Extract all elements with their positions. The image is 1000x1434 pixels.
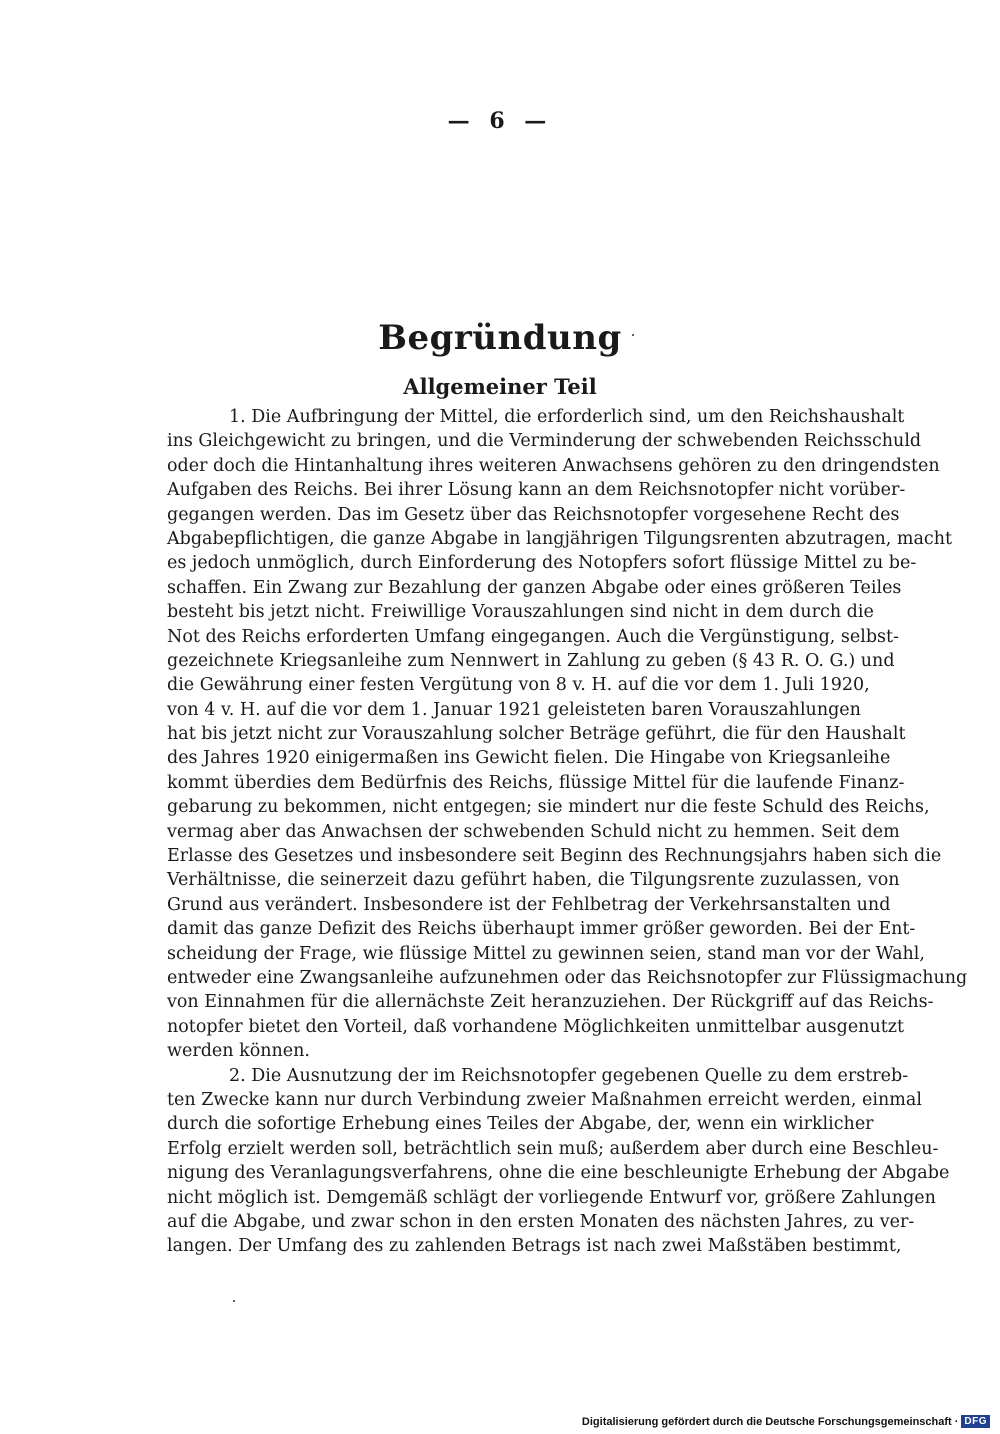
text-line: gebarung zu bekommen, nicht entgegen; sie mindert nur die feste Schuld des Reichs, — [167, 797, 930, 818]
text-line: Verhältnisse, die seinerzeit dazu geführt haben, die Tilgungsrente zuzulassen, von — [167, 870, 900, 891]
text-line: Abgabepflichtigen, die ganze Abgabe in langjährigen Tilgungsrenten abzutragen, macht — [167, 528, 952, 549]
text-line: gezeichnete Kriegsanleihe zum Nennwert in Zahlung zu geben (§ 43 R. O. G.) und — [167, 650, 895, 671]
text-line: nicht möglich ist. Demgemäß schlägt der vorliegende Entwurf vor, größere Zahlungen — [167, 1187, 936, 1208]
text-line: schaffen. Ein Zwang zur Bezahlung der ganzen Abgabe oder eines größeren Teiles — [167, 577, 902, 598]
text-line: kommt überdies dem Bedürfnis des Reichs, flüssige Mittel für die laufende Finanz- — [167, 772, 905, 793]
text-line: Erlasse des Gesetzes und insbesondere seit Beginn des Rechnungsjahrs haben sich die — [167, 846, 942, 867]
text-line: scheidung der Frage, wie flüssige Mittel zu gewinnen seien, stand man vor der Wahl, — [167, 943, 925, 964]
page-number: — 6 — — [447, 108, 553, 134]
text-line: notopfer bietet den Vorteil, daß vorhandene Möglichkeiten unmittelbar ausgenutzt — [167, 1016, 904, 1037]
text-line: ins Gleichgewicht zu bringen, und die Verminderung der schwebenden Reichsschuld — [167, 431, 922, 452]
text-line: die Gewährung einer festen Vergütung von 8 v. H. auf die vor dem 1. Juli 1920, — [167, 675, 870, 696]
text-line: ten Zwecke kann nur durch Verbindung zweier Maßnahmen erreicht werden, einmal — [167, 1089, 922, 1110]
text-line: Aufgaben des Reichs. Bei ihrer Lösung kann an dem Reichsnotopfer nicht vorüber- — [167, 480, 906, 501]
text-line: 2. Die Ausnutzung der im Reichsnotopfer gegebenen Quelle zu dem erstreb- — [229, 1065, 909, 1086]
footer-text: Digitalisierung gefördert durch die Deutsche Forschungsgemeinschaft — [581, 1415, 952, 1428]
text-line: vermag aber das Anwachsen der schwebenden Schuld nicht zu hemmen. Seit dem — [167, 821, 900, 842]
digitization-footer — [582, 1415, 990, 1428]
scan-speck — [632, 334, 634, 336]
text-line: langen. Der Umfang des zu zahlenden Betrags ist nach zwei Maßstäben bestimmt, — [167, 1236, 902, 1257]
dfg-logo: DFG — [961, 1415, 990, 1428]
text-line: nigung des Veranlagungsverfahrens, ohne die eine beschleunigte Erhebung der Abgabe — [167, 1163, 950, 1184]
text-line: 1. Die Aufbringung der Mittel, die erforderlich sind, um den Reichshaushalt — [229, 407, 905, 427]
section-subtitle: Allgemeiner Teil — [403, 374, 597, 399]
text-line: Not des Reichs erforderten Umfang eingegangen. Auch die Vergünstigung, selbst- — [167, 626, 899, 647]
text-line: durch die sofortige Erhebung eines Teiles der Abgabe, der, wenn ein wirklicher — [167, 1114, 874, 1135]
text-line: besteht bis jetzt nicht. Freiwillige Vorauszahlungen sind nicht in dem durch die — [167, 602, 874, 623]
scan-speck — [233, 1300, 235, 1302]
text-line: von Einnahmen für die allernächste Zeit heranzuziehen. Der Rückgriff auf das Reichs- — [167, 992, 934, 1013]
text-line: entweder eine Zwangsanleihe aufzunehmen oder das Reichsnotopfer zur Flüssigmachung — [167, 967, 968, 988]
text-line: gegangen werden. Das im Gesetz über das Reichsnotopfer vorgesehene Recht des — [167, 504, 900, 525]
text-line: werden können. — [167, 1041, 310, 1062]
text-line: Grund aus verändert. Insbesondere ist der Fehlbetrag der Verkehrsanstalten und — [167, 894, 891, 915]
body-text — [167, 405, 968, 1259]
footer-separator: · — [954, 1415, 959, 1428]
text-line: hat bis jetzt nicht zur Vorauszahlung solcher Beträge geführt, die für den Haushalt — [167, 724, 906, 745]
text-line: des Jahres 1920 einigermaßen ins Gewicht fielen. Die Hingabe von Kriegsanleihe — [167, 748, 891, 769]
text-line: auf die Abgabe, und zwar schon in den ersten Monaten des nächsten Jahres, zu ver- — [167, 1211, 915, 1232]
text-line: von 4 v. H. auf die vor dem 1. Januar 1921 geleisteten baren Vorauszahlungen — [167, 699, 861, 720]
text-line: oder doch die Hintanhaltung ihres weiteren Anwachsens gehören zu den dringendsten — [167, 455, 940, 476]
text-line: damit das ganze Defizit des Reichs überhaupt immer größer geworden. Bei der Ent- — [167, 919, 916, 940]
text-line: es jedoch unmöglich, durch Einforderung des Notopfers sofort flüssige Mittel zu be- — [167, 553, 917, 574]
text-line: Erfolg erzielt werden soll, beträchtlich sein muß; außerdem aber durch eine Beschleu- — [167, 1138, 939, 1159]
section-title: Begründung — [378, 318, 622, 358]
